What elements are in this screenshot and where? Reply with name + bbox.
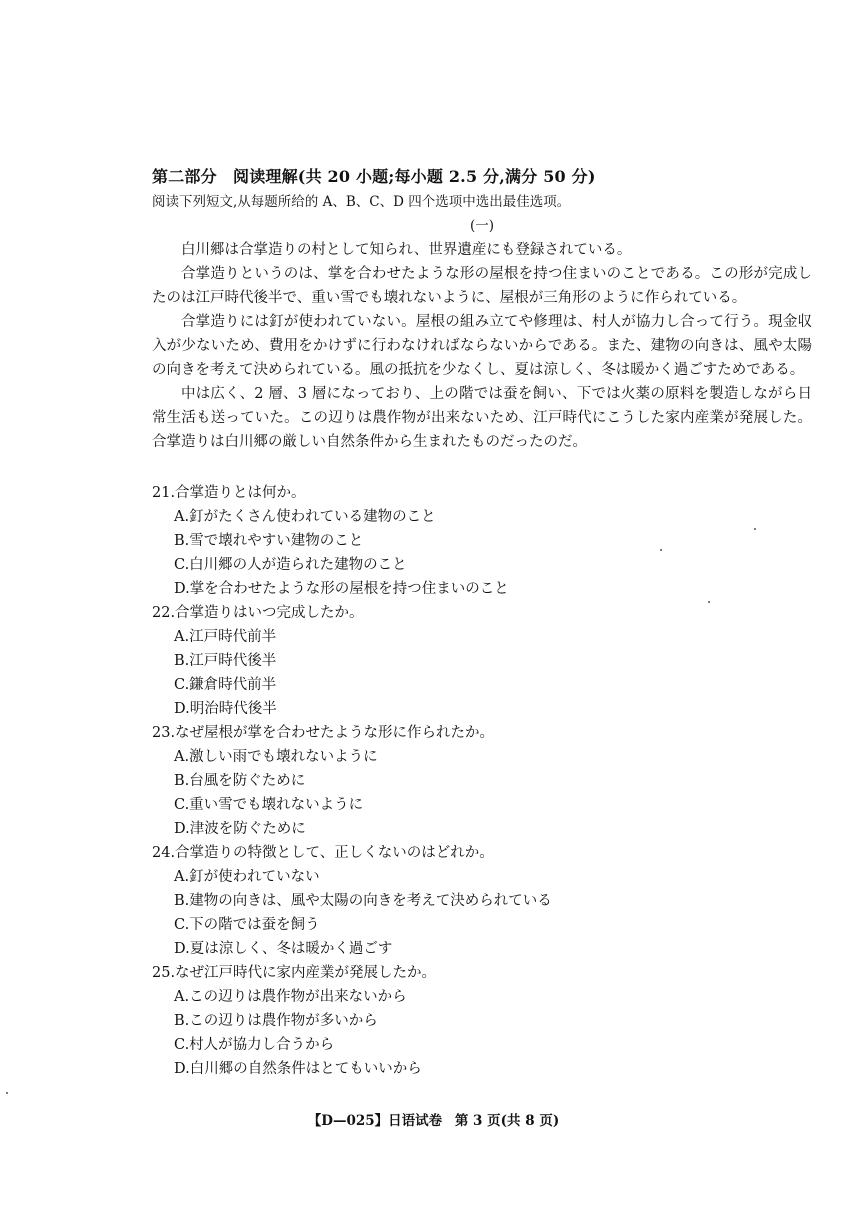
- option-c: C.鎌倉時代前半: [174, 677, 277, 693]
- question-stem: 21.合掌造りとは何か。: [152, 485, 306, 501]
- question-21: [152, 481, 812, 601]
- question-stem: 23.なぜ屋根が掌を合わせたような形に作られたか。: [152, 725, 495, 741]
- option-c: C.重い雪でも壊れないように: [174, 797, 364, 813]
- passage-paragraph: 合掌造りには釘が使われていない。屋根の組み立てや修理は、村人が協力し合って行う。現金収入が少ないため、費用をかけずに行わなければならないからである。また、建物の向きは、風や太陽の向きを考えて決められている。風の抵抗を少なくし、夏は涼しく、冬は暖かく過ごすためである。: [152, 314, 812, 378]
- option-d: D.白川郷の自然条件はとてもいいから: [174, 1061, 422, 1077]
- option-b: B.江戸時代後半: [174, 653, 277, 669]
- option-c: C.村人が協力し合うから: [174, 1037, 335, 1053]
- option-a: A.釘がたくさん使われている建物のこと: [174, 509, 436, 525]
- passage-paragraph: 中は広く、2 層、3 層になっており、上の階では蚕を飼い、下では火薬の原料を製造しながら日常生活も送っていた。この辺りは農作物が出来ないため、江戸時代にこうした家内産業が発展した。合掌造りは白川郷の厳しい自然条件から生まれたものだったのだ。: [152, 386, 812, 450]
- question-25: [152, 961, 812, 1081]
- option-b: B.建物の向きは、風や太陽の向きを考えて決められている: [174, 893, 552, 909]
- scan-speck: [708, 601, 710, 603]
- exam-code: 【D—025】日语试卷: [307, 1113, 443, 1129]
- question-stem: 24.合掌造りの特徴として、正しくないのはどれか。: [152, 845, 494, 861]
- section-title: 第二部分 阅读理解(共 20 小题;每小题 2.5 分,满分 50 分): [152, 167, 596, 186]
- question-stem: 22.合掌造りはいつ完成したか。: [152, 605, 364, 621]
- page-footer: [0, 1109, 867, 1129]
- scan-speck: [660, 549, 662, 551]
- option-c: C.下の階では蚕を飼う: [174, 917, 320, 933]
- option-b: B.この辺りは農作物が多いから: [174, 1013, 378, 1029]
- option-d: D.掌を合わせたような形の屋根を持つ住まいのこと: [174, 581, 509, 597]
- option-d: D.夏は涼しく、冬は暖かく過ごす: [174, 941, 393, 957]
- option-b: B.雪で壊れやすい建物のこと: [174, 533, 364, 549]
- scan-speck: [754, 528, 756, 530]
- option-a: A.この辺りは農作物が出来ないから: [174, 989, 407, 1005]
- question-24: [152, 841, 812, 961]
- question-22: [152, 601, 812, 721]
- option-b: B.台風を防ぐために: [174, 773, 306, 789]
- passage-paragraph: 合掌造りというのは、掌を合わせたような形の屋根を持つ住まいのことである。この形が完成したのは江戸時代後半で、重い雪でも壊れないように、屋根が三角形のように作られている。: [152, 266, 812, 306]
- question-stem: 25.なぜ江戸時代に家内産業が発展したか。: [152, 965, 437, 981]
- section-instruction: 阅读下列短文,从每题所给的 A、B、C、D 四个选项中选出最佳选项。: [152, 194, 571, 210]
- option-c: C.白川郷の人が造られた建物のこと: [174, 557, 407, 573]
- page-number: 第 3 页(共 8 页): [454, 1113, 560, 1129]
- option-a: A.激しい雨でも壊れないように: [174, 749, 378, 765]
- question-list: [152, 481, 812, 1081]
- option-a: A.江戸時代前半: [174, 629, 277, 645]
- passage-paragraph: 白川郷は合掌造りの村として知られ、世界遺産にも登録されている。: [181, 242, 632, 258]
- scan-speck: [6, 1092, 8, 1094]
- passage-number: (一): [470, 218, 495, 234]
- reading-passage: [152, 238, 812, 454]
- option-d: D.明治時代後半: [174, 701, 277, 717]
- option-a: A.釘が使われていない: [174, 869, 320, 885]
- question-23: [152, 721, 812, 841]
- option-d: D.津波を防ぐために: [174, 821, 306, 837]
